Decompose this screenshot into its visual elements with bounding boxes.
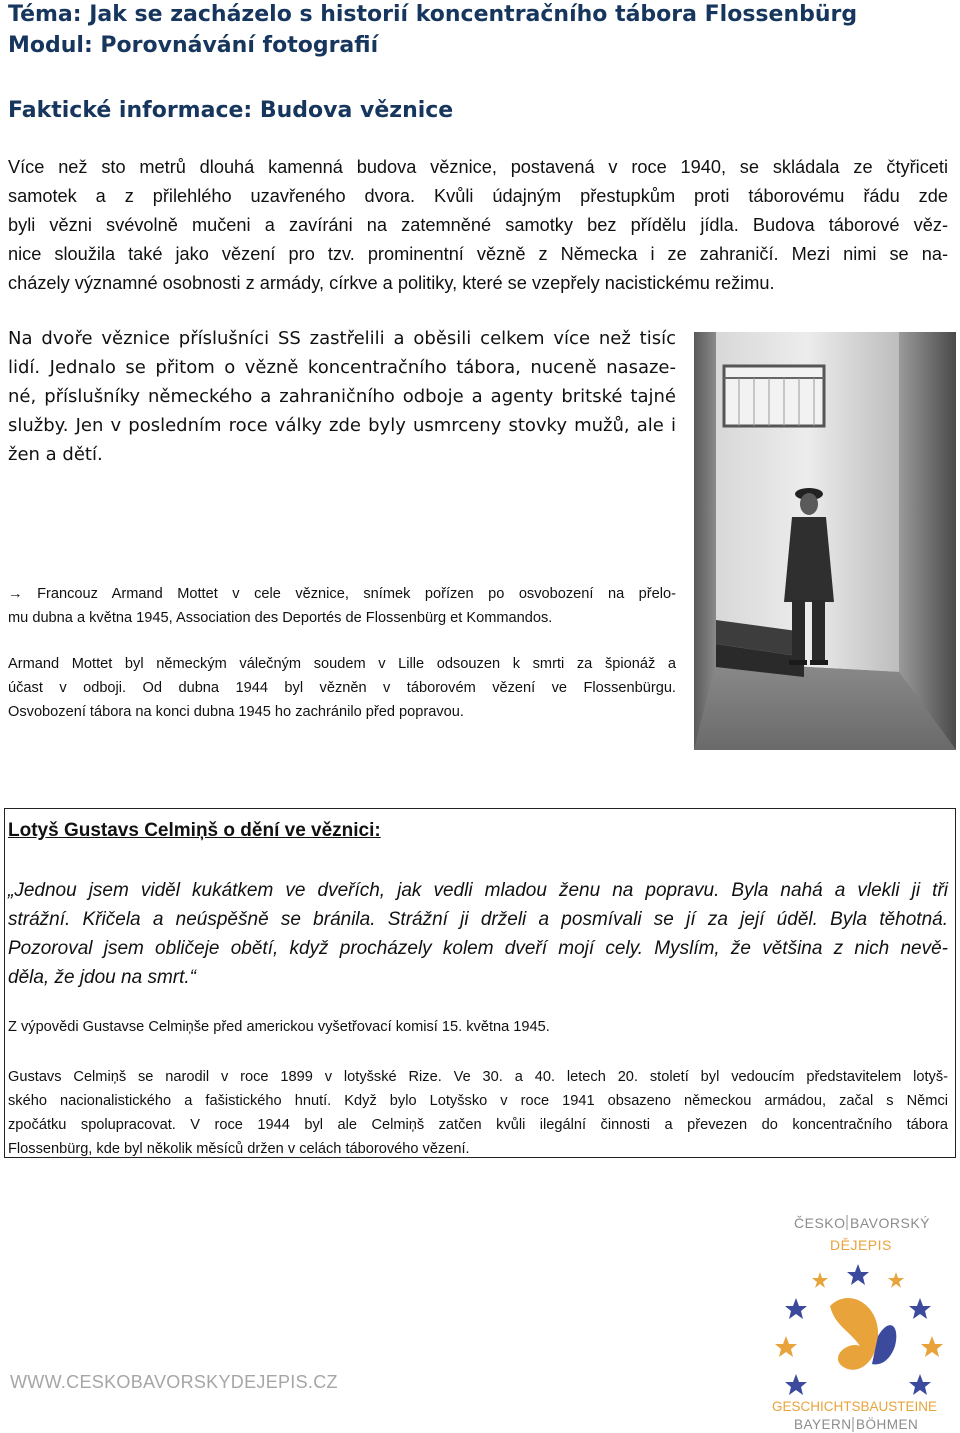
logo-text: ČESKO (794, 1215, 846, 1231)
text-line: služby. Jen v posledním roce války zde byly usmrceny stovky mužů, ale i (8, 415, 676, 436)
text-line: Více než sto metrů dlouhá kamenná budova věznice, postavená v roce 1940, se skládala ze čtyřiceti (8, 157, 948, 177)
logo-text: BAVORSKÝ (850, 1215, 930, 1231)
text-line: zpočátku spolupracovat. V roce 1944 byl ale Celmiņš zatčen kvůli ilegální činnosti a převezen do koncentračního tábora (8, 1117, 948, 1133)
text-line: „Jednou jsem viděl kukátkem ve dveřích, jak vedli mladou ženu na popravu. Byla nahá a vlekli ji tři (8, 880, 948, 901)
photo-caption (8, 582, 676, 630)
text-line: mu dubna a května 1945, Association des Deportés de Flossenbürg et Kommandos. (8, 610, 553, 626)
cesko-bavorsky-dejepis-logo (760, 1206, 956, 1433)
courtyard-paragraph (8, 324, 676, 469)
testimony-title: Lotyš Gustavs Celmiņš o dění ve věznici: (8, 820, 381, 841)
text-line: → Francouz Armand Mottet v cele věznice, snímek pořízen po osvobození na přelo- (8, 586, 676, 602)
intro-paragraph (8, 153, 948, 298)
logo-text: DĚJEPIS (830, 1237, 892, 1253)
logo-emblem-icon (830, 1298, 878, 1370)
text-line: děla, že jdou na smrt.“ (8, 967, 196, 988)
text-line: strážní. Křičela a neúspěšně se bránila. Strážní ji drželi a posmívali se jí za její úděl. Byla těhotná. (8, 909, 948, 930)
logo-text: GESCHICHTSBAUSTEINE (772, 1399, 938, 1414)
logo-text: BÖHMEN (856, 1417, 919, 1432)
logo-text: BAYERN (794, 1417, 852, 1432)
text-line: byli vězni svévolně mučeni a zavíráni na zatemněné samotky bez přídělu jídla. Budova táborové věz- (8, 215, 948, 235)
text-line: lidí. Jednalo se přitom o vězně koncentračního tábora, nuceně nasaze- (8, 357, 676, 378)
text-line: Flossenbürg, kde byl několik měsíců držen v celách táborového vězení. (8, 1141, 470, 1157)
testimony-source (8, 1015, 948, 1039)
mottet-paragraph (8, 652, 676, 724)
text-line: samotek a z přilehlého uzavřeného dvora. Kvůli údajným přestupkům proti táborovému řádu zde (8, 186, 948, 206)
text-line: účast v odboji. Od dubna 1944 byl vězněn v táborovém vězení ve Flossenbürgu. (8, 680, 676, 696)
text-line: cházely významné osobnosti z armády, církve a politiky, které se vzepřely nacistickému režimu. (8, 273, 775, 293)
text-line: Pozoroval jsem obličeje obětí, když procházely kolem dveří mojí cely. Myslím, že většina z nich nevě- (8, 938, 948, 959)
text-line: nice sloužila také jako vězení pro tzv. prominentní vězně z Německa i ze zahraničí. Mezi nimi se na- (8, 244, 948, 264)
section-heading: Faktické informace: Budova věznice (8, 98, 454, 123)
prison-cell-photo (694, 332, 956, 750)
website-url: WWW.CESKOBAVORSKYDEJEPIS.CZ (10, 1372, 338, 1392)
text-line: žen a dětí. (8, 444, 103, 465)
topic-heading: Téma: Jak se zacházelo s historií koncentračního tábora Flossenbürg (8, 2, 858, 27)
module-heading: Modul: Porovnávání fotografií (8, 33, 379, 58)
text-line: ského nacionalistického a fašistického hnutí. Když bylo Lotyšsko v roce 1941 obsazeno německou armádou, začal s Němci (8, 1093, 948, 1109)
testimony-quote (8, 876, 948, 992)
text-line: né, příslušníky německého a zahraničního odboje a agenty britské tajné (8, 386, 676, 407)
text-line: Gustavs Celmiņš se narodil v roce 1899 v lotyšské Rize. Ve 30. a 40. letech 20. století byl vedoucím představitelem lotyš- (8, 1069, 948, 1085)
celmins-bio (8, 1065, 948, 1161)
text-line: Osvobození tábora na konci dubna 1945 ho zachránilo před popravou. (8, 704, 464, 720)
text-line: Armand Mottet byl německým válečným soudem v Lille odsouzen k smrti za špionáž a (8, 656, 676, 672)
text-line: Z výpovědi Gustavse Celmiņše před americkou vyšetřovací komisí 15. května 1945. (8, 1019, 550, 1035)
text-line: Na dvoře věznice příslušníci SS zastřelili a oběsili celkem více než tisíc (8, 328, 676, 349)
